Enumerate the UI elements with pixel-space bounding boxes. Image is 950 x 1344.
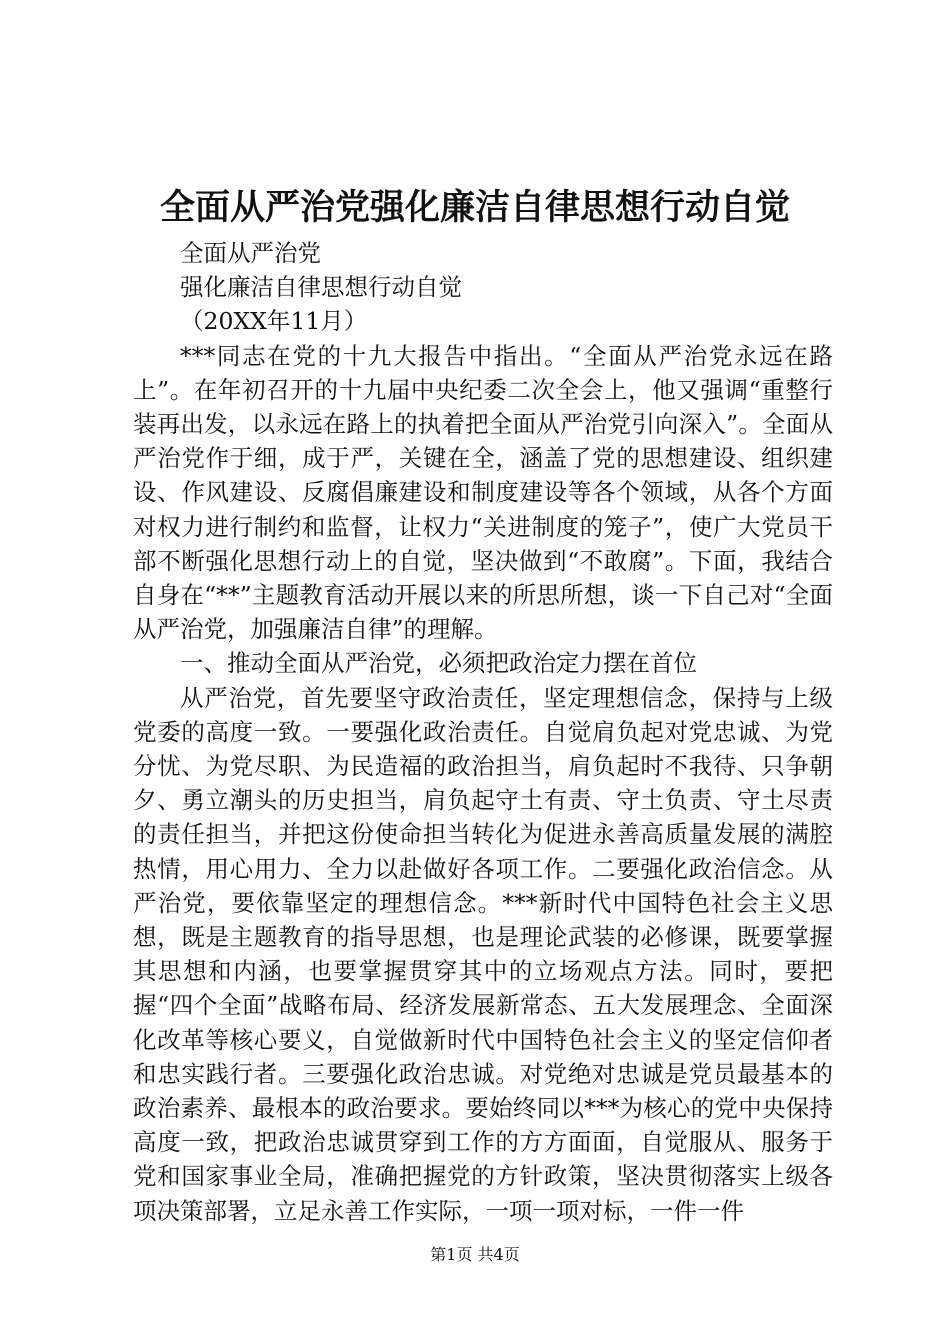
date-line: （20XX年11月）	[180, 307, 368, 336]
subtitle-line-1: 全面从严治党	[180, 239, 321, 267]
subtitle-line-2: 强化廉洁自律思想行动自觉	[180, 273, 462, 302]
section-1-paragraph: 从严治党，首先要坚守政治责任，坚定理想信念，保持与上级党委的高度一致。一要强化政治责任。自觉肩负起对党忠诚、为党分忧、为党尽职、为民造福的政治担当，肩负起时不我待、只争朝夕、勇立潮头的历史担当，肩负起守土有责、守土负责、守土尽责的责任担当，并把这份使命担当转化为促进永善高质量发展的满腔热情，用心用力、全力以赴做好各项工作。二要强化政治信念。从严治党，要依靠坚定的理想信念。***新时代中国特色社会主义思想，既是主题教育的指导思想，也是理论武装的必修课，既要掌握其思想和内涵，也要掌握贯穿其中的立场观点方法。同时，要把握“四个全面”战略布局、经济发展新常态、五大发展理念、全面深化改革等核心要义，自觉做新时代中国特色社会主义的坚定信仰者和忠实践行者。三要强化政治忠诚。对党绝对忠诚是党员最基本的政治素养、最根本的政治要求。要始终同以***为核心的党中央保持高度一致，把政治忠诚贯穿到工作的方方面面，自觉服从、服务于党和国家事业全局，准确把握党的方针政策，坚决贯彻落实上级各项决策部署，立足永善工作实际，一项一项对标，一件一件	[133, 683, 833, 1225]
intro-paragraph: ***同志在党的十九大报告中指出。“全面从严治党永远在路上”。在年初召开的十九届中央纪委二次全会上，他又强调“重整行装再出发，以永远在路上的执着把全面从严治党引向深入”。全面从严治党作于细，成于严，关键在全，涵盖了党的思想建设、组织建设、作风建设、反腐倡廉建设和制度建设等各个领域，从各个方面对权力进行制约和监督，让权力“关进制度的笼子”，使广大党员干部不断强化思想行动上的自觉，坚决做到“不敢腐”。下面，我结合自身在“**”主题教育活动开展以来的所思所想，谈一下自己对“全面从严治党，加强廉洁自律”的理解。	[133, 341, 833, 644]
page-footer: 第1页 共4页	[430, 1245, 520, 1264]
section-heading-1: 一、推动全面从严治党，必须把政治定力摆在首位	[180, 649, 697, 678]
document-title: 全面从严治党强化廉洁自律思想行动自觉	[159, 187, 790, 228]
document-body	[133, 236, 833, 1228]
